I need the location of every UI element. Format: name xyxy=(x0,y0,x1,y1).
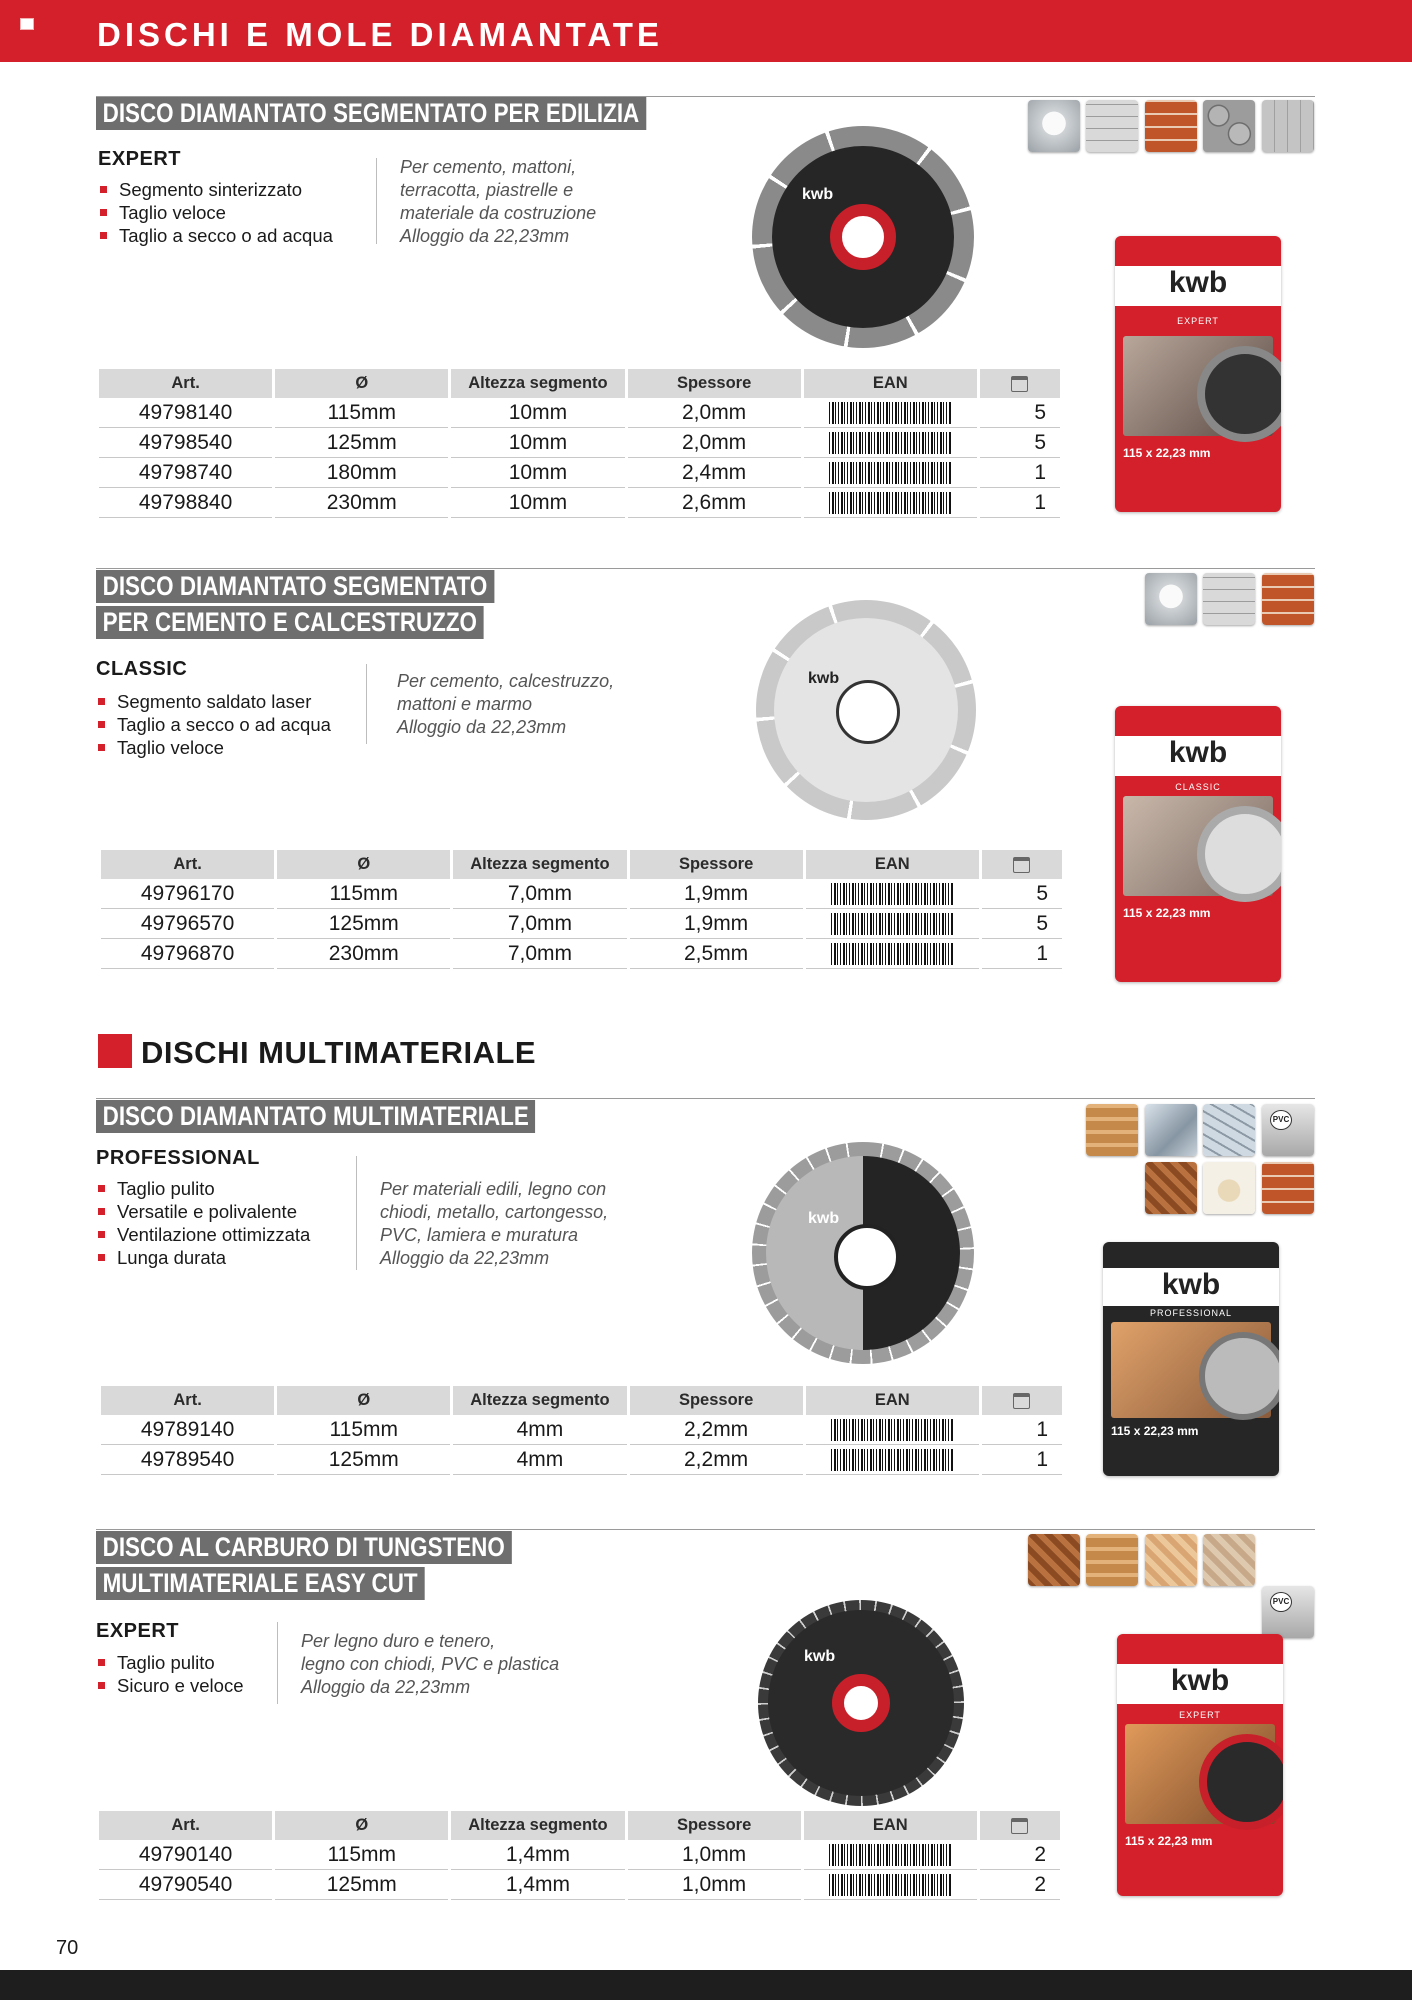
table-row xyxy=(99,398,1060,428)
ean-barcode-cell xyxy=(804,458,977,488)
column-header: Ø xyxy=(277,850,450,879)
ean-barcode-cell xyxy=(806,879,979,909)
footer-bar xyxy=(0,1970,1412,2000)
diameter-cell: 230mm xyxy=(275,488,448,518)
package-image: kwb PROFESSIONAL 115 x 22,23 mm xyxy=(1103,1242,1279,1476)
pack-quantity-cell: 2 xyxy=(980,1840,1060,1870)
table-row xyxy=(101,1415,1062,1445)
segment-height-cell: 10mm xyxy=(451,428,624,458)
column-header: Art. xyxy=(101,1386,274,1415)
segment-height-cell: 10mm xyxy=(451,488,624,518)
page-number: 70 xyxy=(56,1937,79,1959)
segment-height-cell: 4mm xyxy=(453,1445,626,1475)
ean-barcode xyxy=(831,883,953,905)
pvc-label: PVC xyxy=(1270,1592,1292,1612)
thickness-cell: 1,0mm xyxy=(628,1840,801,1870)
pack-quantity-cell: 5 xyxy=(982,909,1062,939)
ean-barcode xyxy=(829,402,951,424)
ean-barcode-cell xyxy=(806,939,979,969)
feature-item: Segmento sinterizzato xyxy=(98,178,333,201)
article-cell: 49789540 xyxy=(101,1445,274,1475)
divider xyxy=(96,1098,1315,1099)
description-line: Per materiali edili, legno con xyxy=(380,1179,607,1199)
article-cell: 49796170 xyxy=(101,879,274,909)
segment-height-cell: 1,4mm xyxy=(451,1840,624,1870)
segment-height-cell: 7,0mm xyxy=(453,939,626,969)
hardwood-icon xyxy=(1028,1534,1080,1586)
diameter-cell: 115mm xyxy=(277,879,450,909)
column-header: Ø xyxy=(277,1386,450,1415)
thickness-cell: 2,2mm xyxy=(630,1415,803,1445)
pack-quantity-cell: 1 xyxy=(980,488,1060,518)
column-header: Spessore xyxy=(630,850,803,879)
diameter-cell: 180mm xyxy=(275,458,448,488)
diamond-icon xyxy=(1028,100,1080,152)
product-title-line: DISCO DIAMANTATO SEGMENTATO xyxy=(96,570,494,603)
spec-table xyxy=(98,850,1065,969)
article-cell: 49798840 xyxy=(99,488,272,518)
chipboard-icon xyxy=(1203,1534,1255,1586)
column-header: Art. xyxy=(99,369,272,398)
column-header: Art. xyxy=(101,850,274,879)
column-header: Spessore xyxy=(628,1811,801,1840)
ean-barcode xyxy=(831,943,953,965)
package-image: kwb EXPERT 115 x 22,23 mm xyxy=(1115,236,1281,512)
table-row xyxy=(101,879,1062,909)
column-header: Spessore xyxy=(628,369,801,398)
feature-item: Taglio a secco o ad acqua xyxy=(98,224,333,247)
product-title xyxy=(96,97,646,130)
page-title: DISCHI E MOLE DIAMANTATE xyxy=(97,16,663,53)
feature-item: Taglio pulito xyxy=(96,1651,243,1674)
diameter-cell: 115mm xyxy=(277,1415,450,1445)
separator xyxy=(277,1622,278,1704)
brick-icon xyxy=(1262,1162,1314,1214)
product-title xyxy=(96,1100,535,1133)
separator xyxy=(376,158,377,244)
column-header: Ø xyxy=(275,1811,448,1840)
disc-image: kwb xyxy=(752,126,974,348)
wood-with-nails-icon xyxy=(1086,1534,1138,1586)
feature-item: Taglio veloce xyxy=(96,736,331,759)
feature-list xyxy=(98,178,333,247)
article-cell: 49798740 xyxy=(99,458,272,488)
package-quantity-header xyxy=(980,1811,1060,1840)
ean-barcode xyxy=(831,1449,953,1471)
description-line: mattoni e marmo xyxy=(397,694,533,714)
feature-item: Taglio veloce xyxy=(98,201,333,224)
thickness-cell: 1,9mm xyxy=(630,879,803,909)
feature-list xyxy=(96,1177,310,1269)
table-row xyxy=(99,458,1060,488)
article-cell: 49798540 xyxy=(99,428,272,458)
description-line: chiodi, metallo, cartongesso, xyxy=(380,1202,609,1222)
disc-image: kwb xyxy=(752,1142,974,1364)
table-row xyxy=(99,488,1060,518)
metal-profile-icon xyxy=(1145,1104,1197,1156)
column-header: EAN xyxy=(806,1386,979,1415)
feature-list xyxy=(96,690,331,759)
spec-table xyxy=(96,1811,1063,1900)
pack-quantity-cell: 1 xyxy=(982,939,1062,969)
column-header: Altezza segmento xyxy=(451,1811,624,1840)
thickness-cell: 1,0mm xyxy=(628,1870,801,1900)
column-header: EAN xyxy=(804,369,977,398)
ean-barcode-cell xyxy=(806,909,979,939)
ean-barcode xyxy=(831,1419,953,1441)
diameter-cell: 125mm xyxy=(277,909,450,939)
table-row xyxy=(101,909,1062,939)
table-row xyxy=(99,1840,1060,1870)
feature-item: Sicuro e veloce xyxy=(96,1674,243,1697)
segment-height-cell: 1,4mm xyxy=(451,1870,624,1900)
article-cell: 49796870 xyxy=(101,939,274,969)
ean-barcode-cell xyxy=(804,1870,977,1900)
cord-icon xyxy=(1203,1162,1255,1214)
ean-barcode-cell xyxy=(804,1840,977,1870)
column-header: Art. xyxy=(99,1811,272,1840)
diamond-icon xyxy=(1145,573,1197,625)
feature-item: Ventilazione ottimizzata xyxy=(96,1223,310,1246)
pack-quantity-cell: 1 xyxy=(982,1445,1062,1475)
column-header: EAN xyxy=(806,850,979,879)
package-icon xyxy=(1013,857,1030,873)
pack-quantity-cell: 5 xyxy=(980,428,1060,458)
ean-barcode xyxy=(829,492,951,514)
segment-height-cell: 10mm xyxy=(451,458,624,488)
pvc-label: PVC xyxy=(1270,1110,1292,1130)
product-title xyxy=(96,1531,511,1603)
package-image: kwb CLASSIC 115 x 22,23 mm xyxy=(1115,706,1281,982)
segment-height-cell: 10mm xyxy=(451,398,624,428)
article-cell: 49796570 xyxy=(101,909,274,939)
description-line: Per legno duro e tenero, xyxy=(301,1631,496,1651)
description-line: terracotta, piastrelle e xyxy=(400,180,574,200)
feature-item: Lunga durata xyxy=(96,1246,310,1269)
feature-item: Taglio a secco o ad acqua xyxy=(96,713,331,736)
diameter-cell: 125mm xyxy=(277,1445,450,1475)
description-line: Per cemento, mattoni, xyxy=(400,157,577,177)
ean-barcode xyxy=(829,1874,951,1896)
package-quantity-header xyxy=(980,369,1060,398)
article-cell: 49790540 xyxy=(99,1870,272,1900)
column-header: Ø xyxy=(275,369,448,398)
column-header: Altezza segmento xyxy=(451,369,624,398)
ean-barcode xyxy=(829,432,951,454)
article-cell: 49790140 xyxy=(99,1840,272,1870)
thickness-cell: 2,2mm xyxy=(630,1445,803,1475)
wall-icon xyxy=(1262,100,1314,152)
feature-item: Versatile e polivalente xyxy=(96,1200,310,1223)
column-header: EAN xyxy=(804,1811,977,1840)
pvc-pipe-icon xyxy=(1262,1104,1314,1156)
product-description xyxy=(397,670,614,739)
pack-quantity-cell: 5 xyxy=(980,398,1060,428)
ean-barcode-cell xyxy=(806,1415,979,1445)
wood-icon xyxy=(1145,1162,1197,1214)
diameter-cell: 115mm xyxy=(275,398,448,428)
table-row xyxy=(101,939,1062,969)
section-title: DISCHI MULTIMATERIALE xyxy=(141,1035,537,1070)
product-line: CLASSIC xyxy=(96,658,188,680)
description-line: Per cemento, calcestruzzo, xyxy=(397,671,615,691)
concrete-block-icon xyxy=(1203,573,1255,625)
brick-icon xyxy=(1145,100,1197,152)
ean-barcode-cell xyxy=(804,428,977,458)
disc-image: kwb xyxy=(756,600,976,820)
brick-icon xyxy=(1262,573,1314,625)
concrete-block-icon xyxy=(1086,100,1138,152)
pack-quantity-cell: 5 xyxy=(982,879,1062,909)
description-line: Alloggio da 22,23mm xyxy=(380,1248,550,1268)
product-title-line: DISCO AL CARBURO DI TUNGSTENO xyxy=(96,1531,511,1564)
separator xyxy=(356,1156,357,1270)
product-line: EXPERT xyxy=(96,1620,180,1642)
pack-quantity-cell: 1 xyxy=(982,1415,1062,1445)
section-marker xyxy=(98,1034,132,1068)
thickness-cell: 1,9mm xyxy=(630,909,803,939)
package-quantity-header xyxy=(982,850,1062,879)
segment-height-cell: 7,0mm xyxy=(453,909,626,939)
column-header: Spessore xyxy=(630,1386,803,1415)
diameter-cell: 115mm xyxy=(275,1840,448,1870)
ean-barcode-cell xyxy=(806,1445,979,1475)
product-title-line: PER CEMENTO E CALCESTRUZZO xyxy=(96,606,484,639)
ean-barcode xyxy=(829,462,951,484)
spec-table xyxy=(96,369,1063,518)
description-line: materiale da costruzione xyxy=(400,203,597,223)
sheet-metal-icon xyxy=(1203,1104,1255,1156)
ean-barcode-cell xyxy=(804,488,977,518)
product-description xyxy=(380,1178,608,1270)
diameter-cell: 230mm xyxy=(277,939,450,969)
thickness-cell: 2,4mm xyxy=(628,458,801,488)
article-cell: 49798140 xyxy=(99,398,272,428)
feature-list xyxy=(96,1651,243,1697)
product-title-line: DISCO DIAMANTATO MULTIMATERIALE xyxy=(102,1101,529,1131)
product-title-line: DISCO DIAMANTATO SEGMENTATO PER EDILIZIA xyxy=(102,98,640,128)
package-icon xyxy=(1013,1393,1030,1409)
ean-barcode xyxy=(831,913,953,935)
spec-table xyxy=(98,1386,1065,1475)
table-row xyxy=(99,428,1060,458)
package-icon xyxy=(1011,376,1028,392)
section-heading xyxy=(98,1034,536,1071)
description-line: Alloggio da 22,23mm xyxy=(301,1677,471,1697)
description-line: PVC, lamiera e muratura xyxy=(380,1225,579,1245)
feature-item: Segmento saldato laser xyxy=(96,690,331,713)
feature-item: Taglio pulito xyxy=(96,1177,310,1200)
thickness-cell: 2,0mm xyxy=(628,428,801,458)
package-icon xyxy=(1011,1818,1028,1834)
thickness-cell: 2,0mm xyxy=(628,398,801,428)
stone-icon xyxy=(1203,100,1255,152)
product-title xyxy=(96,570,494,642)
divider xyxy=(96,568,1315,569)
description-line: legno con chiodi, PVC e plastica xyxy=(301,1654,560,1674)
pvc-pipe-icon xyxy=(1262,1586,1314,1638)
product-title-line: MULTIMATERIALE EASY CUT xyxy=(96,1567,424,1600)
product-line: EXPERT xyxy=(98,148,182,170)
diameter-cell: 125mm xyxy=(275,428,448,458)
pack-quantity-cell: 2 xyxy=(980,1870,1060,1900)
thickness-cell: 2,5mm xyxy=(630,939,803,969)
softwood-icon xyxy=(1145,1534,1197,1586)
header-banner xyxy=(0,0,1412,62)
description-line: Alloggio da 22,23mm xyxy=(400,226,570,246)
menu-icon[interactable] xyxy=(20,18,34,30)
pack-quantity-cell: 1 xyxy=(980,458,1060,488)
table-row xyxy=(101,1445,1062,1475)
package-quantity-header xyxy=(982,1386,1062,1415)
segment-height-cell: 7,0mm xyxy=(453,879,626,909)
thickness-cell: 2,6mm xyxy=(628,488,801,518)
diameter-cell: 125mm xyxy=(275,1870,448,1900)
separator xyxy=(366,664,367,744)
product-line: PROFESSIONAL xyxy=(96,1147,260,1169)
product-description xyxy=(301,1630,559,1699)
article-cell: 49789140 xyxy=(101,1415,274,1445)
disc-image: kwb xyxy=(758,1600,964,1806)
divider xyxy=(96,1529,1315,1530)
description-line: Alloggio da 22,23mm xyxy=(397,717,567,737)
segment-height-cell: 4mm xyxy=(453,1415,626,1445)
package-image: kwb EXPERT 115 x 22,23 mm xyxy=(1117,1634,1283,1896)
column-header: Altezza segmento xyxy=(453,1386,626,1415)
column-header: Altezza segmento xyxy=(453,850,626,879)
ean-barcode xyxy=(829,1844,951,1866)
table-row xyxy=(99,1870,1060,1900)
product-description xyxy=(400,156,596,248)
ean-barcode-cell xyxy=(804,398,977,428)
wood-with-nails-icon xyxy=(1086,1104,1138,1156)
